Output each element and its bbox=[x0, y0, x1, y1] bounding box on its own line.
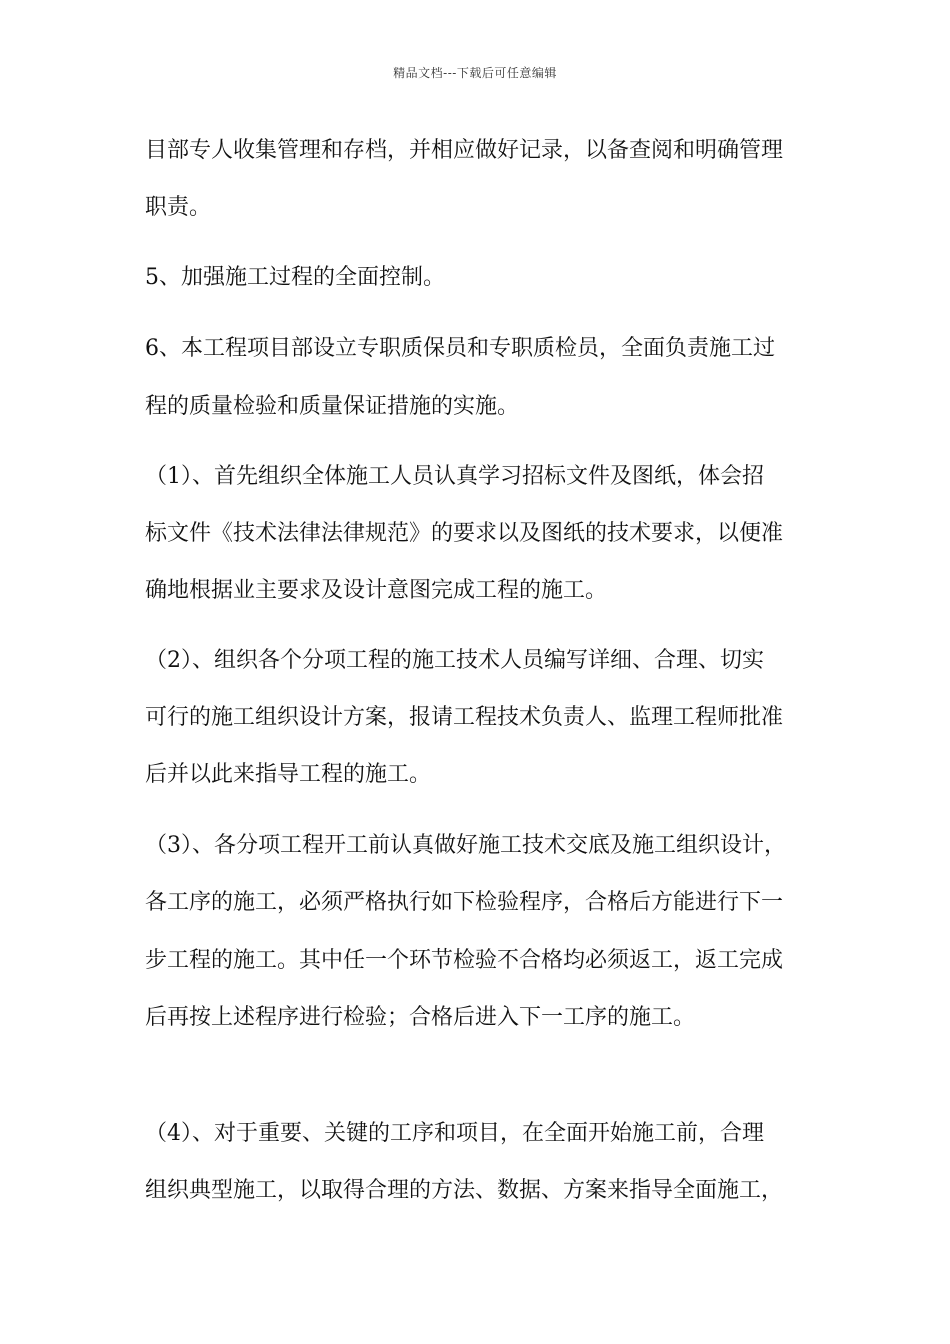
text-line: 程的质量检验和质量保证措施的实施。 bbox=[145, 394, 520, 419]
text-line: 6、本工程项目部设立专职质保员和专职质检员，全面负责施工过 bbox=[145, 336, 775, 361]
text-line: 标文件《技术法律法律规范》的要求以及图纸的技术要求，以便准 bbox=[145, 521, 784, 546]
text-line: 步工程的施工。其中任一个环节检验不合格均必须返工，返工完成 bbox=[145, 948, 784, 973]
page-header: 精品文档---下载后可任意编辑 bbox=[393, 66, 557, 80]
text-line: （3）、各分项工程开工前认真做好施工技术交底及施工组织设计， bbox=[145, 833, 786, 858]
text-line: 目部专人收集管理和存档，并相应做好记录，以备查阅和明确管理 bbox=[145, 138, 784, 163]
text-line: 确地根据业主要求及设计意图完成工程的施工。 bbox=[145, 578, 608, 603]
text-line: 职责。 bbox=[145, 195, 212, 220]
text-line: 后再按上述程序进行检验；合格后进入下一工序的施工。 bbox=[145, 1005, 696, 1030]
text-line: （4）、对于重要、关键的工序和项目，在全面开始施工前，合理 bbox=[145, 1121, 764, 1146]
text-line: 后并以此来指导工程的施工。 bbox=[145, 762, 432, 787]
text-line: 可行的施工组织设计方案，报请工程技术负责人、监理工程师批准 bbox=[145, 705, 784, 730]
text-line: 组织典型施工，以取得合理的方法、数据、方案来指导全面施工， bbox=[145, 1178, 784, 1203]
text-line: 各工序的施工，必须严格执行如下检验程序，合格后方能进行下一 bbox=[145, 890, 784, 915]
text-line: （1）、首先组织全体施工人员认真学习招标文件及图纸，体会招 bbox=[145, 464, 764, 489]
text-line: 5、加强施工过程的全面控制。 bbox=[145, 265, 445, 290]
text-line: （2）、组织各个分项工程的施工技术人员编写详细、合理、切实 bbox=[145, 648, 764, 673]
